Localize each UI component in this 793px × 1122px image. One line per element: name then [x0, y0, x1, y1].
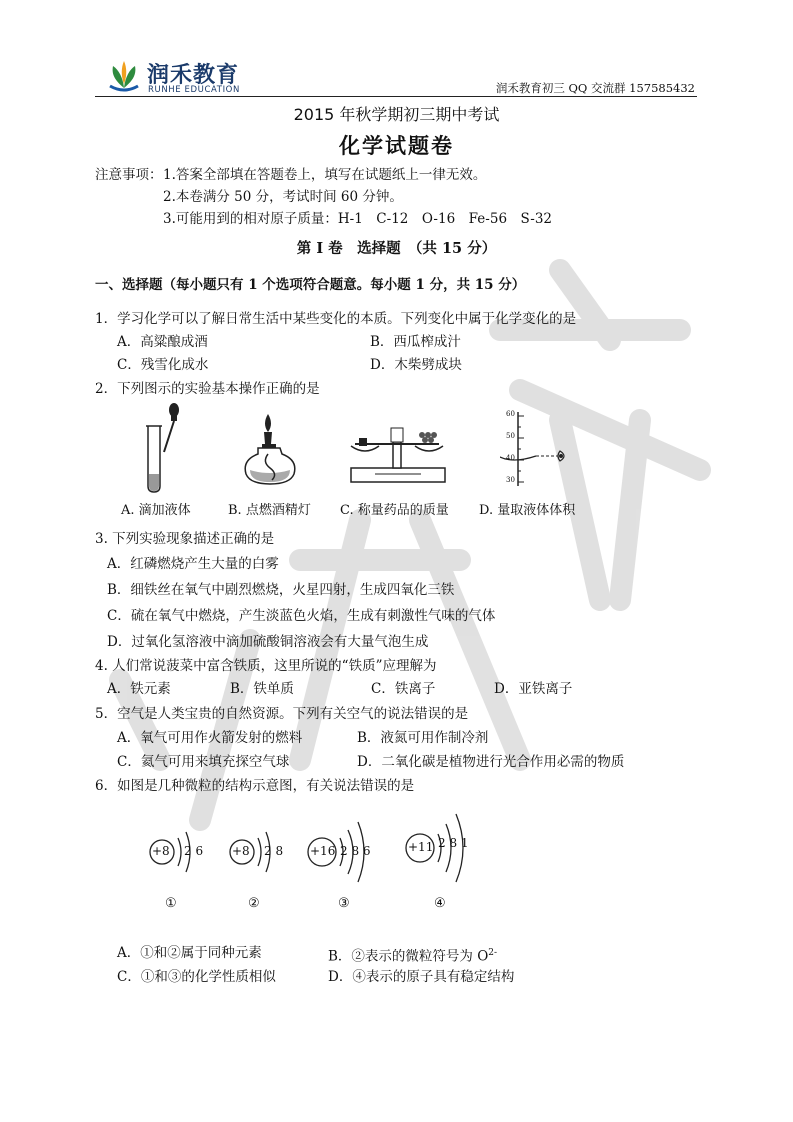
q5-stem: 5．空气是人类宝贵的自然资源。下列有关空气的说法错误的是	[95, 706, 469, 722]
q2-figure-dropper	[140, 400, 200, 495]
q6-particle-3-electrons: 2 8 6	[340, 844, 371, 858]
logo-subtitle: RUNHE EDUCATION	[148, 85, 240, 95]
q1-stem: 1．学习化学可以了解日常生活中某些变化的本质。下列变化中属于化学变化的是	[95, 311, 577, 327]
q2-option-c: C. 称量药品的质量	[340, 503, 449, 518]
q6-particle-2-label: ②	[248, 896, 260, 911]
q6-particle-3-label: ③	[338, 896, 350, 911]
q2-option-a: A. 滴加液体	[121, 503, 191, 518]
q6-particle-1-nucleus: +8	[152, 844, 170, 858]
notice-label: 注意事项：	[95, 167, 163, 183]
q5-option-c: C．氦气可用来填充探空气球	[117, 754, 290, 770]
q6-particle-2	[228, 822, 298, 912]
q2-stem: 2．下列图示的实验基本操作正确的是	[95, 381, 320, 397]
header-divider	[95, 96, 697, 97]
q6-stem: 6．如图是几种微粒的结构示意图，有关说法错误的是	[95, 778, 415, 794]
q1-option-d: D．木柴劈成块	[370, 357, 462, 373]
logo-text: 润禾教育	[147, 63, 240, 88]
q2-cylinder-tick-30: 30	[506, 476, 515, 484]
q6-particle-2-nucleus: +8	[232, 844, 250, 858]
notice-item-1: 1.答案全部填在答题卷上，填写在试题纸上一律无效。	[163, 167, 487, 183]
q2-figure-balance	[345, 418, 450, 488]
q2-cylinder-tick-50: 50	[506, 432, 515, 440]
q3-option-c: C．硫在氧气中燃烧，产生淡蓝色火焰，生成有刺激性气味的气体	[107, 608, 496, 624]
q2-option-d: D. 量取液体体积	[479, 503, 576, 518]
section1-title: 一、选择题（每小题只有 1 个选项符合题意。每小题 1 分，共 15 分）	[95, 277, 526, 293]
part1-title: 第 I 卷 选择题 （共 15 分）	[296, 240, 497, 257]
notice-item-3: 3.可能用到的相对原子质量：H-1 C-12 O-16 Fe-56 S-32	[163, 211, 553, 227]
q6-particle-3-nucleus: +16	[310, 844, 336, 858]
q4-option-c: C．铁离子	[371, 681, 436, 697]
qq-group-info: 润禾教育初三 QQ 交流群 157585432	[495, 81, 695, 95]
q6-particle-4-nucleus: +11	[408, 840, 434, 854]
q4-option-b: B．铁单质	[230, 681, 294, 697]
paper-title: 化学试题卷	[339, 133, 454, 158]
exam-title: 2015 年秋学期初三期中考试	[293, 105, 500, 124]
q3-stem: 3. 下列实验现象描述正确的是	[95, 531, 275, 547]
q3-option-d: D．过氧化氢溶液中滴加硫酸铜溶液会有大量气泡生成	[107, 634, 429, 650]
q2-option-b: B. 点燃酒精灯	[228, 503, 311, 518]
q1-option-a: A．高粱酿成酒	[117, 334, 208, 350]
q6-particle-4	[404, 802, 494, 912]
q1-option-b: B．西瓜榨成汁	[370, 334, 461, 350]
q6-particle-1	[148, 822, 218, 912]
q1-option-c: C．残雪化成水	[117, 357, 209, 373]
q5-option-d: D．二氧化碳是植物进行光合作用必需的物质	[357, 754, 625, 770]
q6-option-b	[328, 944, 497, 966]
q5-option-b: B．液氮可用作制冷剂	[357, 730, 489, 746]
q6-particle-2-electrons: 2 8	[264, 844, 284, 858]
q6-option-c: C．①和③的化学性质相似	[117, 969, 276, 985]
header	[95, 56, 697, 96]
q6-particle-4-label: ④	[434, 896, 446, 911]
q6-particle-4-electrons: 2 8 1	[438, 836, 469, 850]
q6-option-b-text: B．②表示的微粒符号为 O	[328, 948, 489, 965]
logo-icon	[107, 58, 141, 92]
q6-particle-1-label: ①	[165, 896, 177, 911]
q5-option-a: A．氧气可用作火箭发射的燃料	[117, 730, 303, 746]
q2-cylinder-tick-60: 60	[506, 410, 515, 418]
q6-particle-1-electrons: 2 6	[184, 844, 204, 858]
q4-stem: 4. 人们常说菠菜中富含铁质，这里所说的“铁质”应理解为	[95, 658, 437, 674]
q6-particle-3	[306, 812, 396, 912]
q6-option-a: A．①和②属于同种元素	[117, 945, 262, 961]
q4-option-a: A．铁元素	[107, 681, 171, 697]
q4-option-d: D．亚铁离子	[494, 681, 573, 697]
q6-option-d: D．④表示的原子具有稳定结构	[328, 969, 515, 985]
q6-option-b-superscript: 2-	[488, 948, 498, 958]
q3-option-a: A．红磷燃烧产生大量的白雾	[107, 556, 279, 572]
q2-figure-alcohol-lamp	[238, 410, 302, 490]
q2-cylinder-tick-40: 40	[506, 454, 515, 462]
notice-item-2: 2.本卷满分 50 分，考试时间 60 分钟。	[163, 189, 403, 205]
q3-option-b: B．细铁丝在氧气中剧烈燃烧，火星四射，生成四氧化三铁	[107, 582, 455, 598]
